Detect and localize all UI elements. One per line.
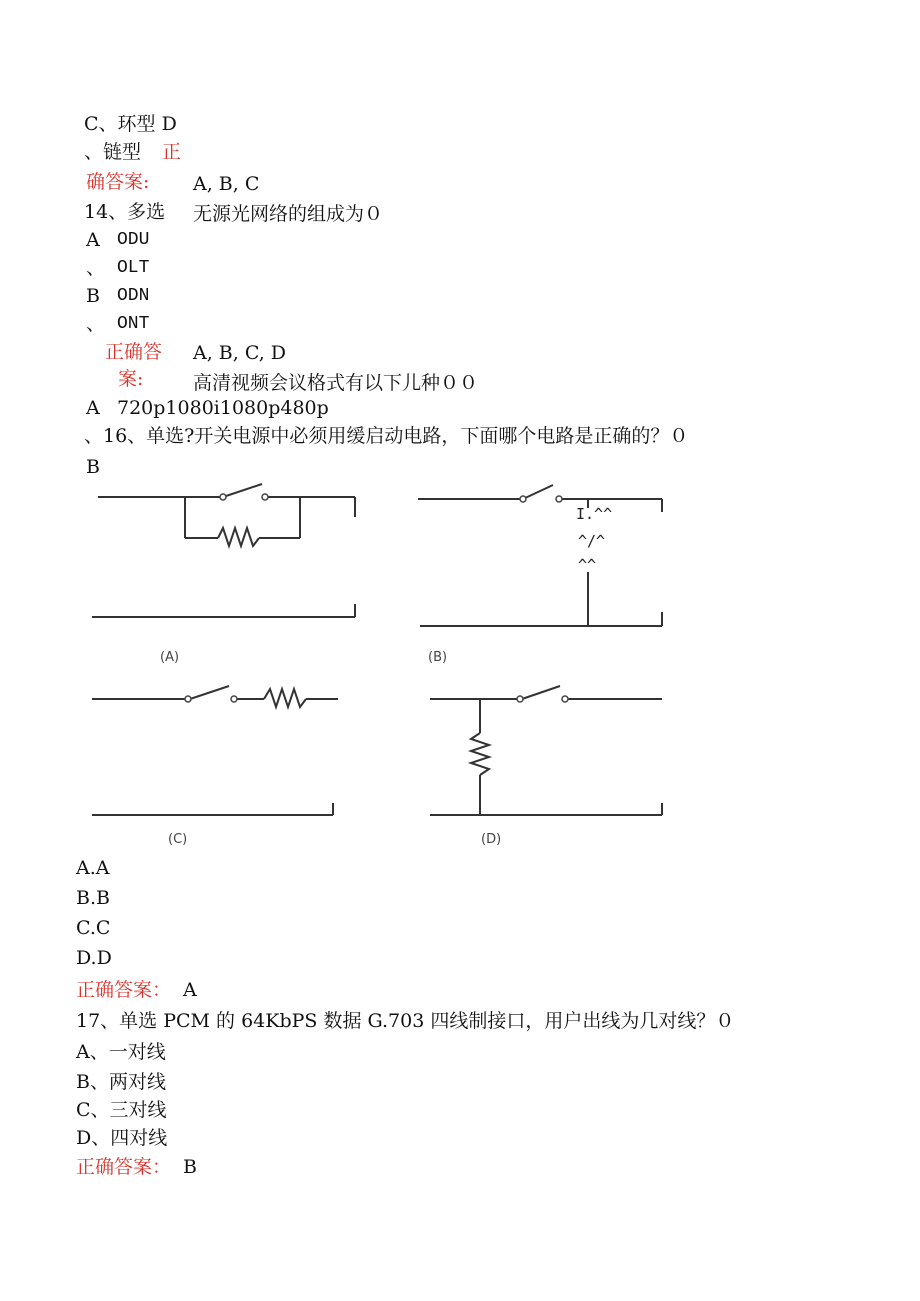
- q13-option-d: 、链型: [84, 141, 142, 163]
- q14-answer-label: 正确答: [105, 341, 163, 363]
- circuit-a: [92, 484, 355, 617]
- q14-answer-label-cont: 案:: [118, 368, 144, 390]
- q17-answer-label: 正确答案：: [76, 1156, 172, 1178]
- q17-option-d: D、四对线: [76, 1127, 168, 1149]
- q14-option-letter: 、: [86, 313, 106, 335]
- q16-answer-value: A: [183, 979, 197, 1001]
- q16-option-d: D.D: [76, 947, 112, 969]
- q14-option-text: ONT: [117, 314, 150, 334]
- q17-option-c: C、三对线: [76, 1099, 167, 1121]
- q16-heading: 、16、单选?开关电源中必须用缓启动电路，下面哪个电路是正确的？０: [84, 425, 689, 447]
- q14-option-letter: B: [86, 285, 100, 307]
- q14-option-text: ODU: [117, 230, 150, 250]
- caption-d: (D): [481, 832, 502, 847]
- q14-question: 无源光网络的组成为０: [193, 203, 384, 225]
- caption-b: (B): [428, 650, 448, 665]
- svg-text:^^: ^^: [578, 556, 597, 574]
- circuit-c: [92, 686, 338, 815]
- q16-option-a: A.A: [76, 857, 110, 879]
- svg-text:I.^^: I.^^: [576, 505, 613, 523]
- q14-option-text: ODN: [117, 286, 150, 306]
- q17-heading: 17、单选 PCM 的 64KbPS 数据 G.703 四线制接口，用户出线为几对线？０: [76, 1010, 735, 1032]
- circuit-d: [430, 686, 662, 815]
- circuit-b: [418, 485, 662, 626]
- q13-answer-label-cont: 确答案:: [86, 171, 150, 193]
- q14-option-letter: A: [86, 229, 100, 251]
- q14-option-letter: 、: [86, 257, 106, 279]
- q17-option-a: A、一对线: [76, 1041, 166, 1063]
- q13-answer-label: 正: [162, 141, 182, 163]
- q16-answer-label: 正确答案：: [76, 979, 172, 1001]
- svg-text:^/^: ^/^: [578, 532, 606, 550]
- caption-c: (C): [168, 832, 188, 847]
- caption-a: (A): [160, 650, 180, 665]
- q14-answer-value: A, B, C, D: [193, 342, 287, 364]
- q15-option-letter: A: [86, 397, 100, 419]
- q17-option-b: B、两对线: [76, 1071, 166, 1093]
- q13-option-c: C、环型 D: [84, 113, 177, 135]
- q14-number: 14、多选: [84, 201, 166, 223]
- q16-option-c: C.C: [76, 917, 111, 939]
- q14-option-text: OLT: [117, 258, 150, 278]
- q13-answer-value: A, B, C: [193, 173, 260, 195]
- q16-prefix: B: [86, 456, 100, 478]
- q15-option-text: 720p1080i1080p480p: [117, 397, 329, 419]
- q16-option-b: B.B: [76, 887, 110, 909]
- q15-question: 高清视频会议格式有以下儿种００: [193, 372, 479, 394]
- q17-answer-value: B: [183, 1156, 197, 1178]
